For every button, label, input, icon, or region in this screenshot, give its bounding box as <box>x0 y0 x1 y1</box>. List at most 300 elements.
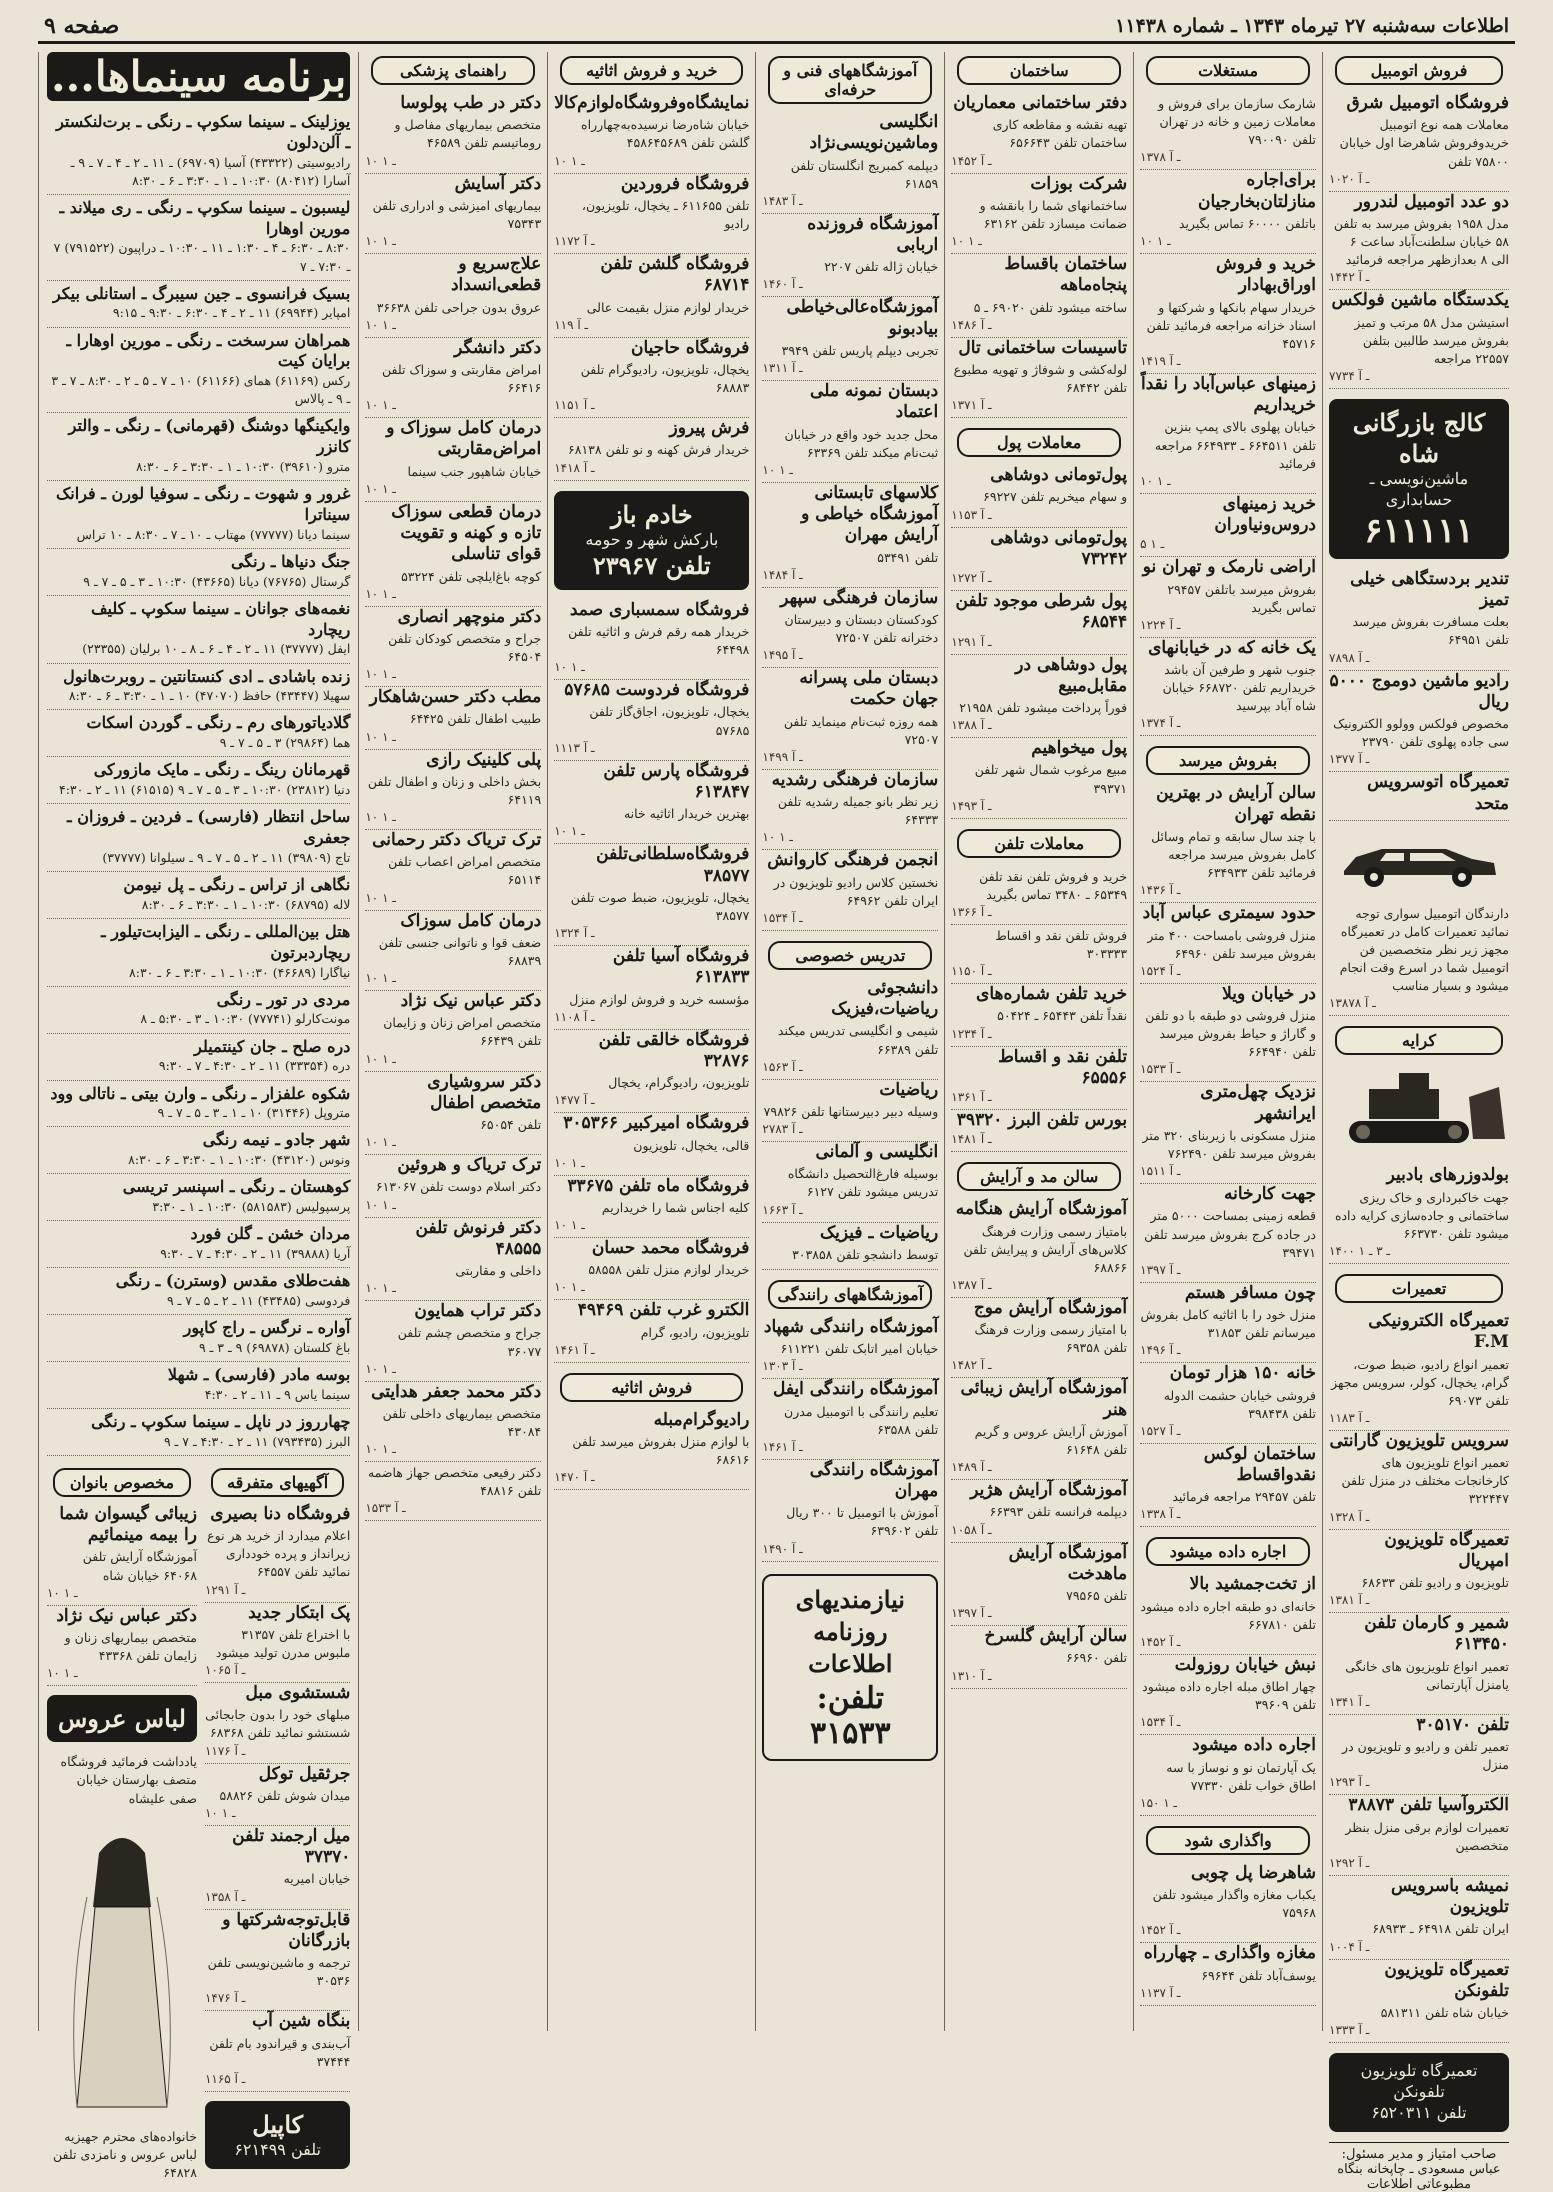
showtimes: سینما یاس ۹ ـ ۱۱ ـ ۲ ـ ۴:۳۰ <box>204 1386 351 1402</box>
ad-code: ۱۱۵۰ ـ آ <box>951 964 992 979</box>
ad-code: ۱۰۵۸ ـ آ <box>951 1522 992 1537</box>
ad-code: ۱۴۶۰ ـ آ <box>762 277 803 292</box>
cinema-listing <box>47 481 350 549</box>
ad-title: بورس تلفن البرز ۳۹۳۲۰ <box>956 1110 1128 1130</box>
ad-body: فروشی خیابان حشمت الدوله تلفن ۳۹۸۴۳۸ <box>1163 1387 1316 1421</box>
section-banner-money: معاملات پول <box>957 428 1121 457</box>
cinema-listing <box>47 664 350 711</box>
ad-body: مبیع مرغوب شمال شهر تلفن ۳۹۳۷۱ <box>974 762 1128 796</box>
ad-title: دکتر تراب همایون <box>414 1301 542 1322</box>
ad-code: ۱۳۸۱ ـ آ <box>1329 1593 1370 1608</box>
cinema-listing <box>47 1034 350 1081</box>
film-title: نغمه‌های جوانان ـ سینما سکوپ ـ کلیف ریچارد <box>90 598 351 639</box>
ad-body: تلویزیون و رادیو تلفن ۶۸۶۳۳ <box>1361 1575 1509 1591</box>
ad-title: خرید و فروش اوراق‌بهادار <box>1215 254 1316 296</box>
ad-title: نمیشه باسرویس تلویزیون <box>1390 1875 1509 1918</box>
ad-title: آموزشگاه آرایش موج <box>973 1297 1128 1318</box>
classified-ad <box>1329 93 1509 192</box>
ad-list <box>951 1199 1127 1688</box>
ad-body: بعلت مسافرت بفروش میرسد تلفن ۶۴۹۵۱ <box>1352 614 1509 648</box>
ad-code: ۱۴۶۱ ـ آ <box>554 1342 595 1357</box>
ad-body: ایران تلفن ۶۴۹۱۸ ـ ۶۸۹۳۳ <box>1372 1921 1509 1937</box>
showtimes: رکس (۶۱۱۶۹) همای (۶۱۱۶۶) ۱۰ ـ ۷ ـ ۵ ـ ۲ ـ ۸:۳۰ ـ ۷ ـ ۳ ـ ۹ ـ پالاس <box>51 373 351 407</box>
ad-title: فروشگاه حاجیان <box>631 337 750 358</box>
ad-code: ۱۰ ـ ۱ <box>554 153 585 168</box>
classified-ad <box>1329 1165 1509 1264</box>
cinema-listing <box>47 281 350 328</box>
ad-code: ۱۲۹۱ ـ آ <box>951 634 992 649</box>
ad-title: شمیر و کارمان تلفن ۶۱۳۴۵۰ <box>1364 1613 1509 1655</box>
ad-body: امراض مقاربتی و سوزاک تلفن ۶۶۴۱۶ <box>382 361 542 395</box>
film-title: بسیک فرانسوی ـ جین سیبرگ ـ استانلی بیکر <box>52 283 351 303</box>
ad-body: دیپلمه فرانسه تلفن ۶۶۳۹۳ <box>989 1504 1128 1520</box>
film-title: نگاهی از تراس ـ رنگی ـ پل نیومن <box>123 875 351 895</box>
ad-body: منزل فروشی دو طبقه با دو تلفن و گاراژ و حیاط بفروش میرسد تلفن ۶۶۴۹۴۰ <box>1145 1008 1316 1060</box>
ad-title: آموزشگاه آرایش ماهدخت <box>1008 1542 1128 1584</box>
cinema-listing <box>47 987 350 1034</box>
classified-ad <box>951 984 1127 1046</box>
ad-code: ۱۱۸۳ ـ آ <box>1329 1410 1370 1425</box>
ad-title: تندیر بردستگاهی خیلی تمیز <box>1350 568 1509 611</box>
ad-code: ۱۵۲۷ ـ آ <box>1140 1423 1181 1438</box>
ad-list <box>762 112 938 931</box>
film-title: آواره ـ نرگس ـ راج کاپور <box>183 1318 351 1338</box>
ad-code: ۱۲۹۱ ـ آ <box>204 1582 246 1597</box>
classified-ad <box>762 381 938 483</box>
classified-ad <box>365 418 541 502</box>
film-title: وایکینگها دوشنگ (قهرمانی) ـ رنگی ـ والتر کانزر <box>68 416 351 457</box>
classified-ad <box>554 1176 749 1238</box>
bulldozer-illustration <box>1329 1067 1509 1155</box>
film-title: هفت‌طلای مقدس (وسترن) ـ رنگی <box>115 1271 351 1291</box>
ad-body: دکتر اسلام دوست تلفن ۶۱۳۰۶۷ <box>375 1179 542 1195</box>
ad-code: ۱۱۹ ـ آ <box>554 317 589 332</box>
capil-title: کاپیل <box>252 2109 304 2139</box>
classified-ad <box>762 112 938 214</box>
film-title: بوسه مادر (فارسی) ـ شهلا <box>167 1365 351 1385</box>
ad-code: ۱۰۶۵ ـ آ <box>204 1663 246 1677</box>
ad-body: ساختمانهای شما را بانقشه و ضمانت میسازد تلفن ۶۳۱۶۲ <box>979 197 1128 231</box>
ad-body: خیابان شاه‌رضا نرسیده‌به‌چهارراه گلشن تلفن ۴۵۸۶۴۵۶۸۹ <box>581 117 750 151</box>
classified-ad <box>365 1382 541 1463</box>
ad-code: ۱۵۳۳ ـ آ <box>365 1501 406 1516</box>
ad-list <box>365 93 541 1521</box>
film-title: یوزلینک ـ سینما سکوپ ـ رنگی ـ برت‌لنکستر ـ آلن‌دلون <box>56 112 351 152</box>
classified-ad <box>365 502 541 607</box>
classified-ad <box>951 174 1127 255</box>
showtimes: ایفل (۳۷۷۷۷) ۱۱ ـ ۲ ـ ۴ ـ ۶ ـ ۸ ـ ۱۰ برلیان (۲۳۳۵۵) <box>82 641 351 657</box>
classified-ad <box>1329 1530 1509 1614</box>
classified-ad <box>554 93 749 174</box>
ad-code: ۱۳۲۴ ـ آ <box>554 926 595 941</box>
ad-body: تعمیر انواع تلویزیون های خانگی یامنزل آپارتمانی <box>1345 1658 1509 1692</box>
ad-title: فروشگاه پارس تلفن ۶۱۳۸۴۷ <box>603 760 750 802</box>
ad-title: دکتر در طب پولوسا <box>400 93 542 113</box>
classified-ad <box>1140 783 1316 903</box>
ad-title: نبش خیابان روزولت <box>1174 1654 1316 1675</box>
ad-title: دکتر فرنوش تلفن ۴۸۵۵۵ <box>415 1217 542 1259</box>
ad-list <box>951 866 1127 1153</box>
ad-list <box>554 1410 749 1491</box>
showtimes: رادیوسیتی (۴۳۳۲۲) آسیا (۶۹۷۰۹) ـ ۱۱ ـ ۲ ـ ۴ ـ ۷ ـ ۹ ـ آسارا (۸۰۴۱۲) ۱۰:۳۰ ـ ۱ ـ ۳:۳۰ ـ ۶ ـ ۸:۳۰ <box>70 154 351 188</box>
ad-body: داخلی و مقاربتی <box>455 1263 542 1278</box>
ad-code: ۱۴۰۰ ـ ۳ ـ ۱ <box>1329 1244 1391 1259</box>
ad-code: ۱۴۸۹ ـ آ <box>951 1460 992 1475</box>
ad-title: تلفن ۳۰۵۱۷۰ <box>1416 1714 1509 1735</box>
classified-ad <box>554 1238 749 1300</box>
ad-body: با لوازم منزل بفروش میرسد تلفن ۶۸۶۱۶ <box>572 1434 750 1468</box>
classified-ad <box>951 1047 1127 1111</box>
column-schools <box>755 52 944 2031</box>
film-title: زنده باشادی ـ ادی کنستانتین ـ روبرت‌هانول <box>63 666 351 686</box>
classified-ad <box>762 770 938 851</box>
classified-ad <box>1140 254 1316 374</box>
ad-code: ۱۰ ـ ۱ <box>365 153 396 168</box>
section-banner-real-estate: مستغلات <box>1146 56 1310 85</box>
cinema-listing <box>47 919 350 987</box>
ad-code: ۱۰ ـ ۱ <box>365 667 396 682</box>
cinema-listing <box>47 413 350 481</box>
publisher-footer: صاحب امتیاز و مدیر مسئول: عباس مسعودی ـ چاپخانه بنگاه مطبوعاتی اطلاعات <box>1329 2142 1509 2192</box>
ad-title: دکتر سروشیاری متخصص اطفال <box>427 1071 542 1113</box>
classified-ad <box>365 1218 541 1302</box>
film-title: هتل بین‌المللی ـ رنگی ـ الیزابت‌تیلور ـ ریچاردبرتون <box>101 921 351 962</box>
ad-code: ۱۰ ـ ۱ <box>46 1666 78 1681</box>
showtimes: سینما دیانا (۷۷۷۷۷) مهتاب ـ ۱۰ ـ ۷ ـ ۸:۳۰ ـ ۱۰ تراس <box>76 526 351 542</box>
classified-ad <box>762 1317 938 1379</box>
showtimes: سهیلا (۴۳۴۴۷) حافظ (۴۷۰۷۰) ۱۰ ـ ۱ ـ ۳:۳۰ ـ ۶ ـ ۸:۳۰ <box>68 688 351 704</box>
telefunken-ad-box <box>1329 2053 1509 2131</box>
column-real-estate <box>1133 52 1322 2031</box>
ad-title: تعمیرگاه تلویزیون امپریال <box>1384 1529 1509 1571</box>
showtimes: نیاگارا (۴۶۶۸۹) ۱۰:۳۰ ـ ۱ ـ ۳:۳۰ ـ ۶ ـ ۸:۳۰ <box>129 964 351 980</box>
cinema-listing <box>47 1409 350 1456</box>
ad-code: ۱۲۹۲ ـ آ <box>1329 1855 1370 1870</box>
ad-code: ۱۰ ـ ۱ <box>951 234 982 248</box>
section-banner-phone: معاملات تلفن <box>957 829 1121 858</box>
classified-ad <box>554 1410 749 1491</box>
showtimes: مونت‌کارلو (۷۷۷۴۱) ۱۰:۳۰ ـ ۳ ـ ۵:۳۰ ـ ۸ <box>140 1011 351 1027</box>
ad-title: خرید زمینهای دروس‌ونیاوران <box>1214 493 1316 535</box>
ad-code: ۱۰ ـ ۱ <box>554 1155 585 1170</box>
ad-code: ۱۰ ـ ۱ <box>365 234 396 248</box>
classified-ad <box>1140 1082 1316 1184</box>
ad-body: متخصص امراض زنان و زایمان تلفن ۶۶۴۳۹ <box>383 1015 542 1049</box>
ad-code: ۱۴۷۷ ـ آ <box>554 1093 595 1108</box>
ad-list <box>554 93 749 481</box>
classified-ad <box>951 1199 1127 1298</box>
ad-title: مغازه واگذاری ـ چهارراه <box>1143 1943 1316 1964</box>
classified-ad <box>951 338 1127 419</box>
ad-body: خانه‌ای دو طبقه اجاره داده میشود تلفن ۶۶۷۸۱۰ <box>1140 1598 1316 1632</box>
classified-ad <box>951 465 1127 527</box>
ad-title: یکدستگاه ماشین فولکس <box>1331 290 1509 311</box>
ad-code: ۱۳۰۳ ـ آ <box>762 1359 803 1374</box>
classified-ad <box>1329 290 1509 389</box>
ad-title: رادیوگرام‌مبله <box>653 1409 750 1430</box>
ad-body: مبلهای خود را بدون جابجائی شستشو نمائید تلفن ۶۸۳۶۸ <box>205 1707 351 1741</box>
college-ad-box <box>1329 399 1509 559</box>
ad-title: فروشگاه خالقی تلفن ۳۲۸۷۶ <box>598 1029 750 1071</box>
ad-title: تعمیرگاه الکترونیکی F.M <box>1368 1311 1509 1353</box>
khadem-subtitle: بارکش شهر و حومه <box>585 529 719 549</box>
ad-title: آموزشگاه‌عالی‌خیاطی بیادبونو <box>786 297 939 339</box>
ad-code: ۱۳۸۷ ـ آ <box>951 1277 992 1292</box>
ad-body: بخش داخلی و زنان و اطفال تلفن ۶۴۱۱۹ <box>367 773 542 807</box>
ad-title: درمان قطعی سوزاک تازه و کهنه و تقویت قوای تناسلی <box>391 501 542 565</box>
ad-body: تعمیر تلفن و رادیو و تلویزیون در منزل <box>1342 1739 1509 1773</box>
classified-ad <box>365 687 541 749</box>
ad-code: ۱۰ ـ ۱ <box>762 462 793 477</box>
ad-list <box>1329 569 1509 821</box>
classified-ad <box>762 1080 938 1142</box>
ad-title: آموزشگاه آرایش هژیر <box>970 1480 1128 1501</box>
classified-ad <box>365 1072 541 1156</box>
showtimes: امپایر (۶۹۹۴۴) ۱۱ ـ ۲ ـ ۴ ـ ۶:۳۰ ـ ۹:۳۰ ـ ۹:۱۵ <box>112 305 351 321</box>
ad-body: منزل مسکونی با زیربنای ۳۲۰ متر بفروش میرسد تلفن ۷۶۲۴۹۰ <box>1142 1127 1316 1161</box>
film-title: گلادیاتورهای رم ـ رنگی ـ گوردن اسکات <box>86 713 351 733</box>
classified-ad <box>365 1301 541 1382</box>
ad-code: ۱۴۵۲ ـ آ <box>951 153 992 168</box>
ad-body: خریدار لوازم منزل تلفن ۵۸۵۵۸ <box>588 1262 750 1278</box>
classified-ad <box>1329 1715 1509 1796</box>
ad-body: تلفن ۲۹۴۵۷ مراجعه فرمائید <box>1172 1489 1316 1505</box>
ad-title: خانه ۱۵۰ هزار تومان <box>1169 1363 1316 1384</box>
classified-ad <box>951 868 1127 925</box>
ad-code: ۱۴۹۹ ـ آ <box>762 749 803 764</box>
ad-code: ۱۳۳۳ ـ آ <box>1329 2023 1370 2038</box>
page-number: صفحه ۹ <box>44 12 120 39</box>
cinema-listing <box>47 872 350 919</box>
ad-code: ۱۳۴۱ ـ آ <box>1329 1694 1370 1709</box>
ad-body: عروق بدون جراحی تلفن ۳۶۶۳۸ <box>376 299 542 315</box>
classified-ad <box>1140 170 1316 254</box>
classifieds-phone: تلفن: ۳۱۵۳۳ <box>810 1680 891 1751</box>
ad-code: ۱۵۶۳ ـ آ <box>762 1059 803 1074</box>
ad-code: ۱۳۹۷ ـ آ <box>951 1606 992 1621</box>
classified-ad <box>951 1298 1127 1379</box>
ad-list <box>951 465 1127 819</box>
film-title: غرور و شهوت ـ رنگی ـ سوفیا لورن ـ فرانک سیناترا <box>55 484 351 524</box>
ad-body: جراح و متخصص کودکان تلفن ۶۴۵۰۴ <box>388 630 542 664</box>
ad-title: پول دوشاهی در مقابل‌مبیع <box>1015 654 1128 696</box>
ad-code: ۱۴۸۳ ـ آ <box>762 193 803 208</box>
ad-title: دکتر عباس نیک نژاد <box>56 1605 197 1626</box>
ad-code: ۱۱۷۶ ـ آ <box>204 1743 246 1758</box>
ad-code: ۱۱۵۳ ـ آ <box>951 507 992 522</box>
ad-title: ریاضیات <box>879 1079 939 1100</box>
masthead <box>38 10 1515 44</box>
ad-title: خرید تلفن شماره‌های <box>976 984 1128 1005</box>
ad-list <box>1140 1574 1316 1816</box>
classified-ad <box>365 991 541 1072</box>
ad-code: ۱۱۱۳ ـ آ <box>554 740 595 755</box>
ad-title: دانشجوئی ریاضیات،فیزیک <box>831 977 939 1020</box>
classified-ad <box>1329 1311 1509 1431</box>
film-title: شهر جادو ـ نیمه رنگی <box>202 1130 351 1150</box>
ad-title: فروشگاه آسیا تلفن ۶۱۳۸۳۳ <box>612 946 750 988</box>
ad-code: ۱۳۱۰ ـ آ <box>951 1668 992 1683</box>
ad-body: مخصوص فولکس وولوو الکترونیک سی جاده پهلوی تلفن ۲۳۷۹۰ <box>1333 716 1509 750</box>
classified-ad <box>554 680 749 761</box>
classified-ad <box>951 1110 1127 1152</box>
cinema-listing <box>47 328 350 414</box>
ad-title: سازمان فرهنگی سپهر <box>780 587 939 608</box>
showtimes: آریا (۳۹۸۸۸) ۱۱ ـ ۲ ـ ۴:۳۰ ـ ۷ ـ ۹:۳۰ <box>160 1246 351 1262</box>
classified-ad <box>1329 1613 1509 1715</box>
classified-ad <box>762 1223 938 1270</box>
ad-body: تعمیرات لوازم برقی منزل بنظر متخصصین <box>1345 1819 1509 1853</box>
film-title: قهرمانان رینگ ـ رنگی ـ مایک مازورکی <box>93 760 351 780</box>
classified-ad <box>554 844 749 946</box>
ad-title: فروشگاه گلشن تلفن ۶۸۷۱۴ <box>600 254 750 296</box>
ad-title: تعمیرگاه اتوسرویس متحد <box>1367 772 1509 814</box>
classified-ad <box>365 911 541 992</box>
ad-title: جهت کارخانه <box>1224 1184 1316 1205</box>
ad-code: ۱۱۰۸ ـ آ <box>554 1009 595 1024</box>
ad-title: ساختمان باقساط پنجاه‌ماهه <box>1004 254 1128 296</box>
classified-ad <box>1329 1795 1509 1876</box>
classified-ad <box>951 1480 1127 1542</box>
ad-list <box>1140 783 1316 1527</box>
ad-body: تلویزیون، رادیو، گرام <box>640 1324 750 1340</box>
film-title: همراهان سرسخت ـ رنگی ـ مورین اوهارا ـ برایان کیت <box>66 330 351 371</box>
ad-body: یوسف‌آباد تلفن ۶۹۶۴۴ <box>1201 1967 1316 1983</box>
showtimes: پرسپولیس (۵۸۱۵۸۳) ۱۰:۳۰ ـ ۱ ـ ۳:۳۰ <box>152 1199 351 1215</box>
ad-body: با امتیاز رسمی وزارت فرهنگ تلفن ۶۹۳۵۸ <box>974 1322 1128 1356</box>
ad-body: خریدار فرش کهنه و نو تلفن ۶۸۱۳۸ <box>568 442 750 458</box>
classified-ad <box>1329 1431 1509 1530</box>
ad-title: یک خانه که در خیابانهای <box>1148 637 1316 658</box>
ad-body: میدان شوش تلفن ۵۸۸۲۶ <box>219 1787 351 1803</box>
ad-body: اعلام میدارد از خرید هر نوع زیرانداز و پرده خودداری نمائید تلفن ۶۴۵۵۷ <box>207 1528 351 1580</box>
classified-ad <box>1329 905 1509 1017</box>
ad-code: ۱۴۷۶ ـ آ <box>204 1991 246 2006</box>
ad-code: ۱۴۵۲ ـ آ <box>1140 1923 1181 1938</box>
ad-body: تلفن ۶۵۰۵۴ <box>480 1117 542 1132</box>
ad-title: نزدیک چهل‌متری ایرانشهر <box>1200 1082 1316 1124</box>
telefunken-phone: تلفن ۶۵۲۰۳۱۱ <box>1371 2102 1467 2122</box>
showtimes: باغ کلستان (۶۹۸۷۸) ۹ ـ ۳ ـ ۹ <box>198 1339 351 1355</box>
classified-ad <box>1140 1184 1316 1283</box>
capil-ad-box <box>205 2101 350 2169</box>
ad-body: خیابان شاه تلفن ۵۸۱۳۱۱ <box>1380 2005 1509 2021</box>
ad-body: خریدار لوازم منزل بقیمت عالی <box>586 299 750 315</box>
ad-code: ۱۴۵۲ ـ آ <box>1140 1634 1181 1649</box>
ad-title: انگلیسی و آلمانی <box>815 1142 939 1162</box>
classified-ad <box>205 1603 350 1684</box>
bridal-text: یادداشت فرمائید فروشگاه متصف بهارستان خیابان صفی علیشاه <box>60 1754 197 1806</box>
section-banner-for-rent: اجاره داده میشود <box>1146 1537 1310 1566</box>
classified-ad <box>365 174 541 255</box>
ad-code: ۱۳۱۱ ـ آ <box>762 361 803 375</box>
ad-code: ۱۰ ـ ۱ <box>365 729 396 744</box>
classified-ad <box>554 254 749 338</box>
ad-code: ۱۵۲۴ ـ آ <box>1140 963 1181 978</box>
ad-list <box>1140 1863 1316 2006</box>
ad-code: ۱۰۰۴ ـ آ <box>1329 1939 1370 1954</box>
showtimes: تاج (۳۹۸۰۹) ۱۱ ـ ۲ ـ ۵ ـ ۷ ـ ۹ ـ سیلوانا (۳۷۷۷۷) <box>102 849 351 865</box>
classified-ad <box>554 1113 749 1175</box>
ad-list <box>1329 1165 1509 1264</box>
ad-title: سالن آرایش در بهترین نقطه تهران <box>1156 783 1316 825</box>
ad-title: از تخت‌جمشید بالا <box>1189 1574 1316 1595</box>
classified-ad <box>762 214 938 298</box>
ad-code: ۷۸۹۸ ـ آ <box>1329 650 1370 665</box>
ad-code: ۱۰ ـ ۱ <box>365 398 396 413</box>
section-banner-rent: کرایه <box>1335 1026 1503 1055</box>
ad-body: تلویزیون، رادیوگرام، یخچال <box>608 1075 750 1091</box>
classified-ad <box>951 655 1127 739</box>
ad-code: ۱۵۳۳ ـ آ <box>1140 1062 1181 1077</box>
classified-ad <box>554 174 749 255</box>
ad-code: ۱۳۷۱ ـ آ <box>951 398 992 413</box>
ad-body: یخچال، تلویزیون، رادیوگرام تلفن ۶۸۸۸۳ <box>580 361 750 395</box>
ad-body: تعمیر انواع رادیو، ضبط صوت، گرام، یخچال، کولر، سرویس مجهز تلفن ۶۹۰۷۳ <box>1331 1356 1509 1408</box>
ad-code: ۱۴۳۶ ـ آ <box>1140 883 1181 898</box>
khadem-name: خادم باز <box>610 499 693 529</box>
ad-list <box>554 600 749 1363</box>
classified-ad <box>1140 1574 1316 1655</box>
ad-list <box>951 93 1127 418</box>
ad-code: ۱۰۲۰ ـ آ <box>1329 171 1370 186</box>
classified-ad <box>1329 772 1509 821</box>
cinema-listing <box>47 1221 350 1268</box>
ladies-column <box>47 1464 197 2182</box>
ad-code: ۱۶۶۳ ـ آ <box>762 1202 803 1217</box>
ad-code: ۱۰ ـ ۱ <box>554 660 585 675</box>
masthead-title: اطلاعات سه‌شنبه ۲۷ تیرماه ۱۳۴۳ ـ شماره ۱۱۴۳۸ <box>1115 14 1509 37</box>
ad-title: اراضی نارمک و تهران نو <box>1142 557 1316 578</box>
classifieds-phone-box <box>762 1574 938 1761</box>
ad-body: خیابان امیر اتابک تلفن ۶۱۱۲۲۱ <box>780 1341 939 1357</box>
classified-ad <box>554 1300 749 1362</box>
ad-title: در خیابان ویلا <box>1222 983 1316 1004</box>
column-cinema <box>38 52 358 2180</box>
ad-title: جرثقیل توکل <box>258 1763 351 1784</box>
ad-list <box>762 978 938 1270</box>
column-furniture <box>547 52 755 2031</box>
showtimes: ونوس (۴۳۱۲۰) ۱۰:۳۰ ـ ۱ ـ ۳:۳۰ ـ ۶ ـ ۸:۳۰ <box>128 1152 351 1168</box>
ad-body: چهار اطاق مبله اجاره داده میشود تلفن ۳۹۶۰۹ <box>1142 1679 1316 1713</box>
ad-title: آموزشگاه رانندگی مهران <box>809 1459 939 1501</box>
ad-code: ۱۳۶۱ ـ آ <box>951 1090 992 1104</box>
ad-body: معاملات همه نوع اتومبیل خریدوفروش شاهرضا اول خیابان ۷۵۸۰۰ تلفن <box>1339 117 1509 169</box>
bride-illustration <box>47 1817 197 2117</box>
ad-title: سالن آرایش گلسرخ <box>984 1626 1128 1647</box>
ad-code: ۱۰ ـ ۱ <box>365 1281 396 1296</box>
ad-title: ترک تریاک دکتر رحمانی <box>372 830 542 850</box>
cinema-subcolumns <box>47 1464 350 2182</box>
ad-code: ۲۷۸۳ ـ آ <box>762 1122 803 1136</box>
classified-ad <box>1329 192 1509 291</box>
ad-body: متخصص بیماریهای داخلی تلفن ۴۳۰۸۴ <box>382 1405 542 1439</box>
classified-ad <box>365 254 541 338</box>
film-title: چهارروز در ناپل ـ سینما سکوپ ـ رنگی <box>91 1411 351 1431</box>
ad-title: الکتروآسیا تلفن ۳۸۸۷۳ <box>1348 1795 1509 1816</box>
telefunken-title: تعمیرگاه تلویزیون تلفونکن <box>1360 2061 1478 2102</box>
cinema-listing <box>47 549 350 596</box>
ad-body: فوراً پرداخت میشود تلفن ۲۱۹۵۸ <box>959 700 1128 715</box>
ad-body: تلفن ۷۹۵۶۵ <box>1066 1588 1128 1603</box>
classified-ad <box>1140 1444 1316 1528</box>
showtimes: البرز (۷۹۳۴۳۵) ۱۱ ـ ۲ ـ ۴:۳۰ ـ ۷ ـ ۹ <box>163 1433 351 1449</box>
classified-ad <box>1140 984 1316 1083</box>
ad-code: ۱۴۹۶ ـ آ <box>1140 1343 1181 1358</box>
bridal-footer: خانواده‌های محترم جهیزیه لباس عروس و نامزدی تلفن ۶۴۸۲۸ <box>53 2128 197 2180</box>
classified-ad <box>762 483 938 588</box>
ad-title: سازمان فرهنگی رشدیه <box>771 769 939 790</box>
